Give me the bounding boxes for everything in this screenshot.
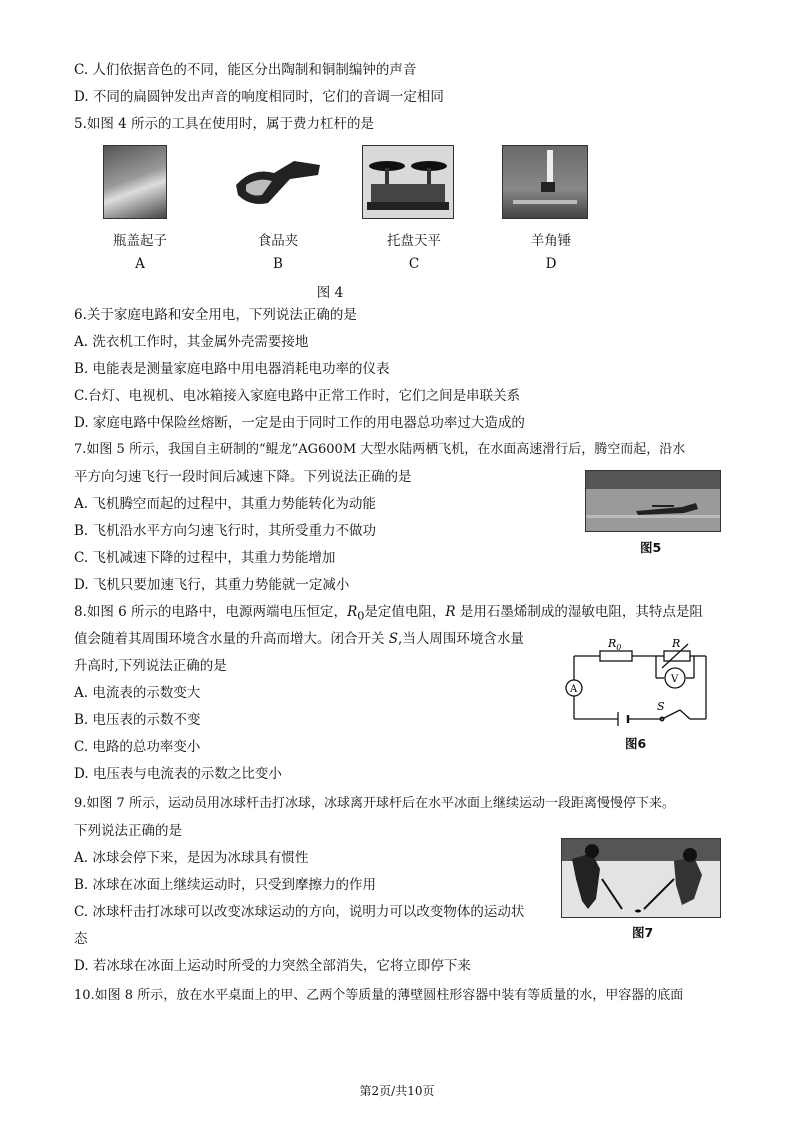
- balance-scale-photo: [362, 145, 454, 219]
- question-6-option-a: A. 洗衣机工作时，其金属外壳需要接地: [74, 334, 309, 350]
- question-8-line-3: 升高时,下列说法正确的是: [74, 658, 227, 674]
- option-d-line: D. 不同的扁圆钟发出声音的响度相同时，它们的音调一定相同: [74, 89, 444, 105]
- tool-c-name: 托盘天平: [387, 233, 441, 249]
- question-5: 5.如图 4 所示的工具在使用时，属于费力杠杆的是: [74, 116, 375, 132]
- q8-r-symbol: R: [445, 604, 456, 620]
- food-tongs-photo: [232, 145, 324, 217]
- bottle-opener-photo: [103, 145, 167, 219]
- figure-4-caption: 图 4: [316, 285, 344, 301]
- question-8-line-2: [74, 630, 524, 648]
- r0-label: $R_0$: [608, 637, 622, 652]
- q8-line2-pre: 值会随着其周围环境含水量的升高而增大。闭合开关: [74, 631, 389, 647]
- question-9-option-a: A. 冰球会停下来，是因为冰球具有惯性: [74, 850, 309, 866]
- page-number: 第2页/共10页: [359, 1084, 435, 1098]
- question-6-option-b: B. 电能表是测量家庭电路中用电器消耗电功率的仪表: [74, 361, 390, 377]
- figure-5-caption: 图5: [640, 540, 662, 555]
- question-6: 6.关于家庭电路和安全用电，下列说法正确的是: [74, 307, 357, 323]
- q8-r0-subscript: 0: [357, 609, 365, 623]
- question-10: 10.如图 8 所示，放在水平桌面上的甲、乙两个等质量的薄壁圆柱形容器中装有等质量的水，甲容器的底面: [74, 988, 684, 1003]
- question-9-option-b: B. 冰球在冰面上继续运动时，只受到摩擦力的作用: [74, 877, 377, 893]
- question-8-option-a: A. 电流表的示数变大: [74, 685, 201, 701]
- tool-a-letter: A: [135, 256, 145, 272]
- question-7-option-c: C. 飞机减速下降的过程中，其重力势能增加: [74, 550, 336, 566]
- question-7-line-1: 7.如图 5 所示，我国自主研制的“鲲龙”AG600M 大型水陆两栖飞机，在水面高速滑行后，腾空而起，沿水: [74, 442, 686, 457]
- question-9-line-1: 9.如图 7 所示，运动员用冰球杆击打冰球，冰球离开球杆后在水平冰面上继续运动一段距离慢慢停下来。: [74, 796, 675, 811]
- question-8-line-1: [74, 603, 703, 626]
- question-8-option-b: B. 电压表的示数不变: [74, 712, 201, 728]
- switch-label: S: [657, 700, 665, 713]
- q8-text-post: 是用石墨烯制成的湿敏电阻，其特点是阻: [455, 604, 703, 620]
- tool-d-letter: D: [545, 256, 557, 272]
- q8-line2-post: ,当人周围环境含水量: [398, 631, 524, 647]
- question-7-option-d: D. 飞机只要加速飞行，其重力势能就一定减小: [74, 577, 350, 593]
- q8-switch-symbol: S: [388, 631, 399, 647]
- claw-hammer-photo: [502, 145, 588, 219]
- question-7-line-2: 平方向匀速飞行一段时间后减速下降。下列说法正确的是: [74, 469, 412, 485]
- r-resistor: [664, 651, 690, 661]
- figure-7-caption: 图7: [632, 925, 654, 940]
- ice-hockey-photo: [561, 838, 721, 918]
- q8-text-mid: 是定值电阻，: [364, 604, 446, 620]
- tool-d-name: 羊角锤: [530, 233, 572, 249]
- question-8-option-d: D. 电压表与电流表的示数之比变小: [74, 766, 282, 782]
- seaplane-photo: [585, 470, 721, 532]
- r-label: R: [672, 637, 681, 650]
- question-6-option-c: C.台灯、电视机、电冰箱接入家庭电路中正常工作时，它们之间是串联关系: [74, 388, 521, 404]
- tool-a-name: 瓶盖起子: [113, 233, 167, 249]
- tool-c-letter: C: [408, 256, 420, 272]
- tool-b-name: 食品夹: [257, 233, 299, 249]
- tool-b-letter: B: [273, 256, 283, 272]
- question-9-option-c-2: 态: [74, 931, 88, 947]
- ammeter-label: A: [570, 684, 578, 695]
- question-8-option-c: C. 电路的总功率变小: [74, 739, 201, 755]
- r0-resistor: [600, 651, 632, 661]
- q8-text-pre: 8.如图 6 所示的电路中，电源两端电压恒定，: [74, 604, 348, 620]
- figure-6-caption: 图6: [625, 736, 647, 751]
- voltmeter-label: V: [671, 674, 679, 685]
- circuit-diagram: [560, 636, 715, 726]
- question-7-option-b: B. 飞机沿水平方向匀速飞行时，其所受重力不做功: [74, 523, 377, 539]
- question-7-option-a: A. 飞机腾空而起的过程中，其重力势能转化为动能: [74, 496, 376, 512]
- question-9-option-d: D. 若冰球在冰面上运动时所受的力突然全部消失，它将立即停下来: [74, 958, 471, 974]
- question-9-line-2: 下列说法正确的是: [74, 823, 182, 839]
- q8-r0-symbol: R: [347, 604, 358, 620]
- option-c-line: C. 人们依据音色的不同，能区分出陶制和铜制编钟的声音: [74, 62, 417, 78]
- question-9-option-c-1: C. 冰球杆击打冰球可以改变冰球运动的方向，说明力可以改变物体的运动状: [74, 904, 525, 920]
- question-6-option-d: D. 家庭电路中保险丝熔断，一定是由于同时工作的用电器总功率过大造成的: [74, 415, 525, 431]
